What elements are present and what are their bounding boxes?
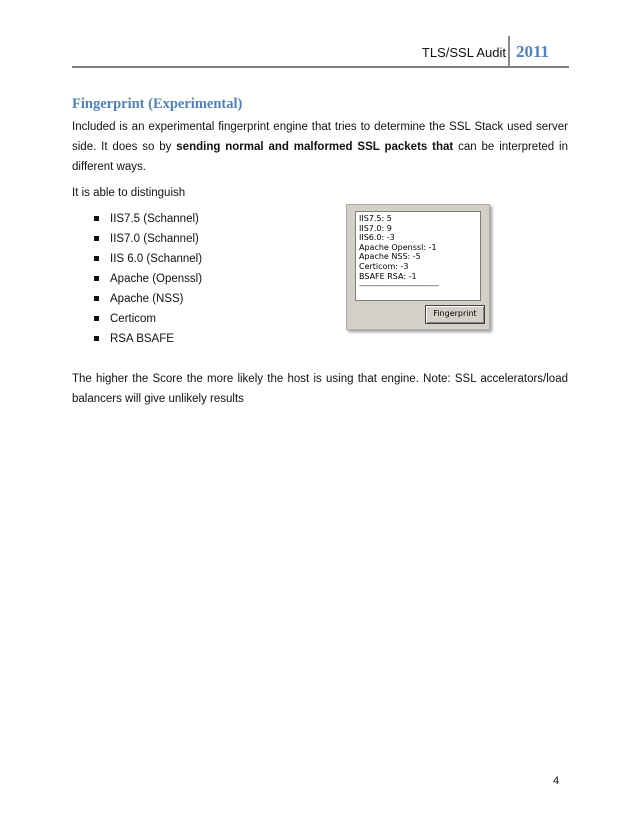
score-output-box[interactable] [355,211,481,301]
section-heading: Fingerprint (Experimental) [72,96,243,112]
intro-paragraph [72,117,568,177]
header-rule [72,66,569,68]
header-separator [508,36,510,66]
section-fingerprint [72,96,568,349]
score-separator: ------------------------------------------ [359,281,439,291]
square-bullet-icon [94,236,99,241]
square-bullet-icon [94,256,99,261]
fingerprint-window-screenshot [346,204,490,330]
list-item: Apache (Openssl) [94,269,568,289]
score-line: IIS7.0: 9 [359,223,392,233]
list-item: IIS 6.0 (Schannel) [94,249,568,269]
closing-paragraph: The higher the Score the more likely the host is using that engine. Note: SSL accelerators/load balancers will give unlikely results [72,373,568,405]
score-line: Apache Openssl: -1 [359,242,437,252]
score-line: IIS7.5: 5 [359,214,392,223]
lead-text: It is able to distinguish [72,187,186,199]
square-bullet-icon [94,336,99,341]
score-line: IIS6.0: -3 [359,233,395,243]
square-bullet-icon [94,316,99,321]
score-line: Apache NSS: -5 [359,252,421,262]
page-header [0,34,638,68]
intro-bold-text: sending normal and malformed SSL packets that [176,141,454,153]
list-item: Certicom [94,309,568,329]
score-line: BSAFE RSA: -1 [359,271,417,281]
intro-text-1: Included is an experimental fingerprint engine that tries to determine the SSL Stack used server side. It does so by [72,121,568,153]
list-item: IIS7.5 (Schannel) [94,209,568,229]
square-bullet-icon [94,296,99,301]
square-bullet-icon [94,216,99,221]
header-year: 2011 [516,42,550,61]
score-line: Certicom: -3 [359,261,409,271]
fingerprint-button[interactable]: Fingerprint [425,305,485,324]
list-item: RSA BSAFE [94,329,568,349]
list-item: IIS7.0 (Schannel) [94,229,568,249]
intro-text-2: can be interpreted in different ways. [72,141,569,173]
engine-list [72,209,568,349]
page-number: 4 [553,775,560,787]
square-bullet-icon [94,276,99,281]
list-item: Apache (NSS) [94,289,568,309]
header-title: TLS/SSL Audit [421,45,506,60]
